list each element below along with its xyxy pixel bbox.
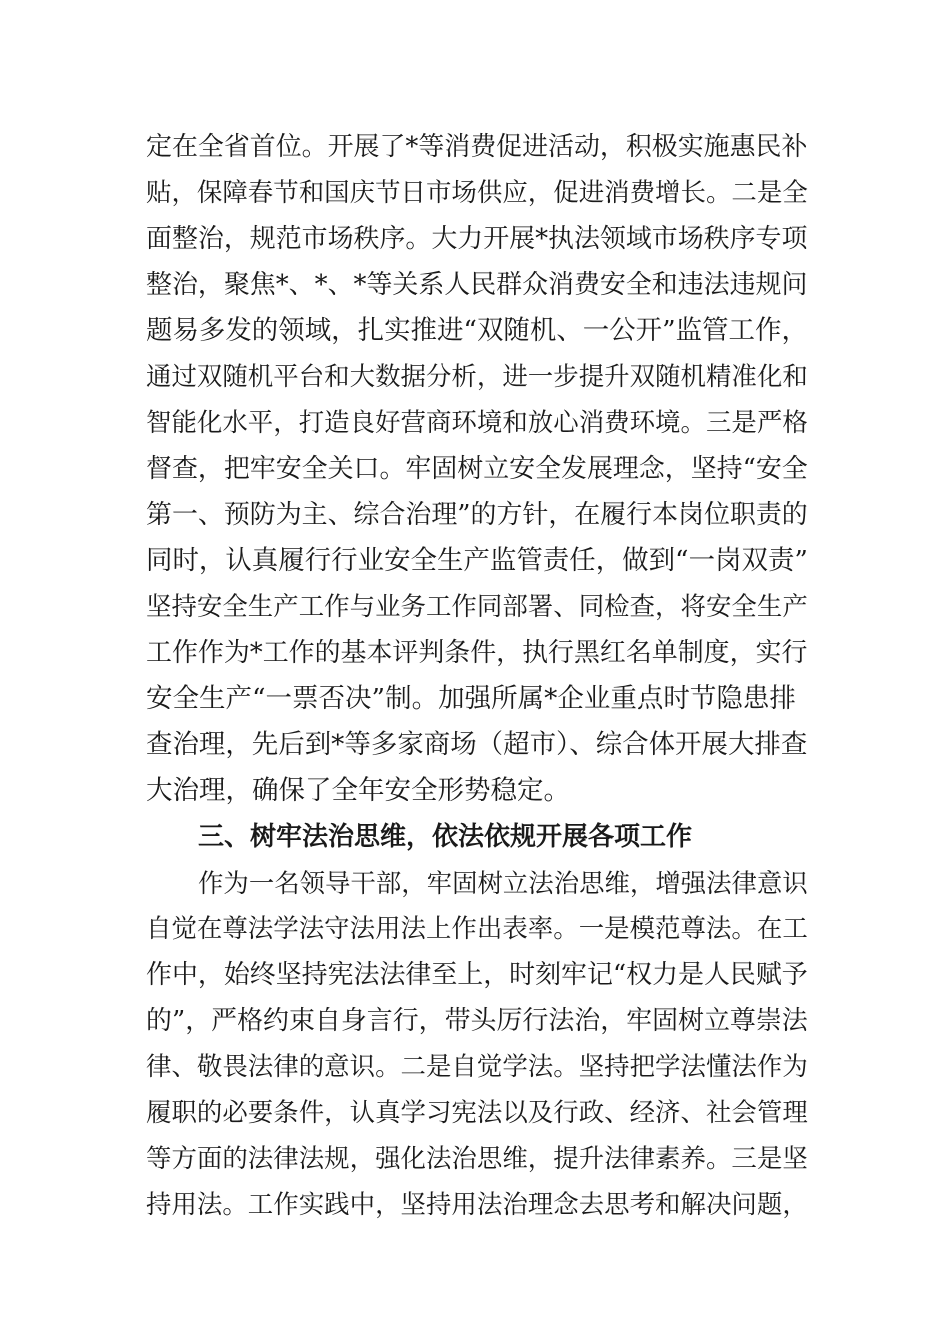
body-text-line: 第一、预防为主、综合治理”的方针，在履行本岗位职责的 <box>146 500 808 530</box>
body-text-line: 大治理，确保了全年安全形势稳定。 <box>146 775 570 806</box>
body-text-line: 查治理，先后到*等多家商场（超市）、综合体开展大排查 <box>146 729 808 760</box>
body-text-line: 同时，认真履行行业安全生产监管责任，做到“一岗双责” <box>146 545 808 576</box>
body-text-line: 坚持安全生产工作与业务工作同部署、同检查，将安全生产 <box>146 592 808 622</box>
body-text-line: 工作作为*工作的基本评判条件，执行黑红名单制度，实行 <box>146 638 808 668</box>
body-text-line: 通过双随机平台和大数据分析，进一步提升双随机精准化和 <box>146 362 808 392</box>
paragraph-first-line: 作为一名领导干部，牢固树立法治思维，增强法律意识 <box>198 868 808 898</box>
body-text-line: 履职的必要条件，认真学习宪法以及行政、经济、社会管理 <box>146 1098 808 1128</box>
body-text-line: 作中，始终坚持宪法法律至上，时刻牢记“权力是人民赋予 <box>146 960 808 990</box>
body-text-line: 自觉在尊法学法守法用法上作出表率。一是模范尊法。在工 <box>146 914 808 944</box>
body-text-line: 智能化水平，打造良好营商环境和放心消费环境。三是严格 <box>146 408 808 438</box>
body-text-line: 贴，保障春节和国庆节日市场供应，促进消费增长。二是全 <box>146 178 808 208</box>
body-text-line: 律、敬畏法律的意识。二是自觉学法。坚持把学法懂法作为 <box>146 1052 808 1082</box>
body-text-line: 督查，把牢安全关口。牢固树立安全发展理念，坚持“安全 <box>146 454 808 484</box>
section-heading: 三、树牢法治思维，依法依规开展各项工作 <box>198 822 693 852</box>
body-text-line: 安全生产“一票否决”制。加强所属*企业重点时节隐患排 <box>146 683 796 714</box>
body-text-line: 持用法。工作实践中，坚持用法治理念去思考和解决问题， <box>146 1190 808 1220</box>
body-text-line: 面整治，规范市场秩序。大力开展*执法领域市场秩序专项 <box>146 224 808 254</box>
body-text-line: 的”，严格约束自身言行，带头厉行法治，牢固树立尊崇法 <box>146 1006 808 1036</box>
body-text-line: 等方面的法律法规，强化法治思维，提升法律素养。三是坚 <box>146 1144 808 1174</box>
body-text-line: 题易多发的领域，扎实推进“双随机、一公开”监管工作， <box>146 315 808 346</box>
body-text-line: 整治，聚焦*、*、*等关系人民群众消费安全和违法违规问 <box>146 270 808 300</box>
body-text-line: 定在全省首位。开展了*等消费促进活动，积极实施惠民补 <box>146 132 808 162</box>
